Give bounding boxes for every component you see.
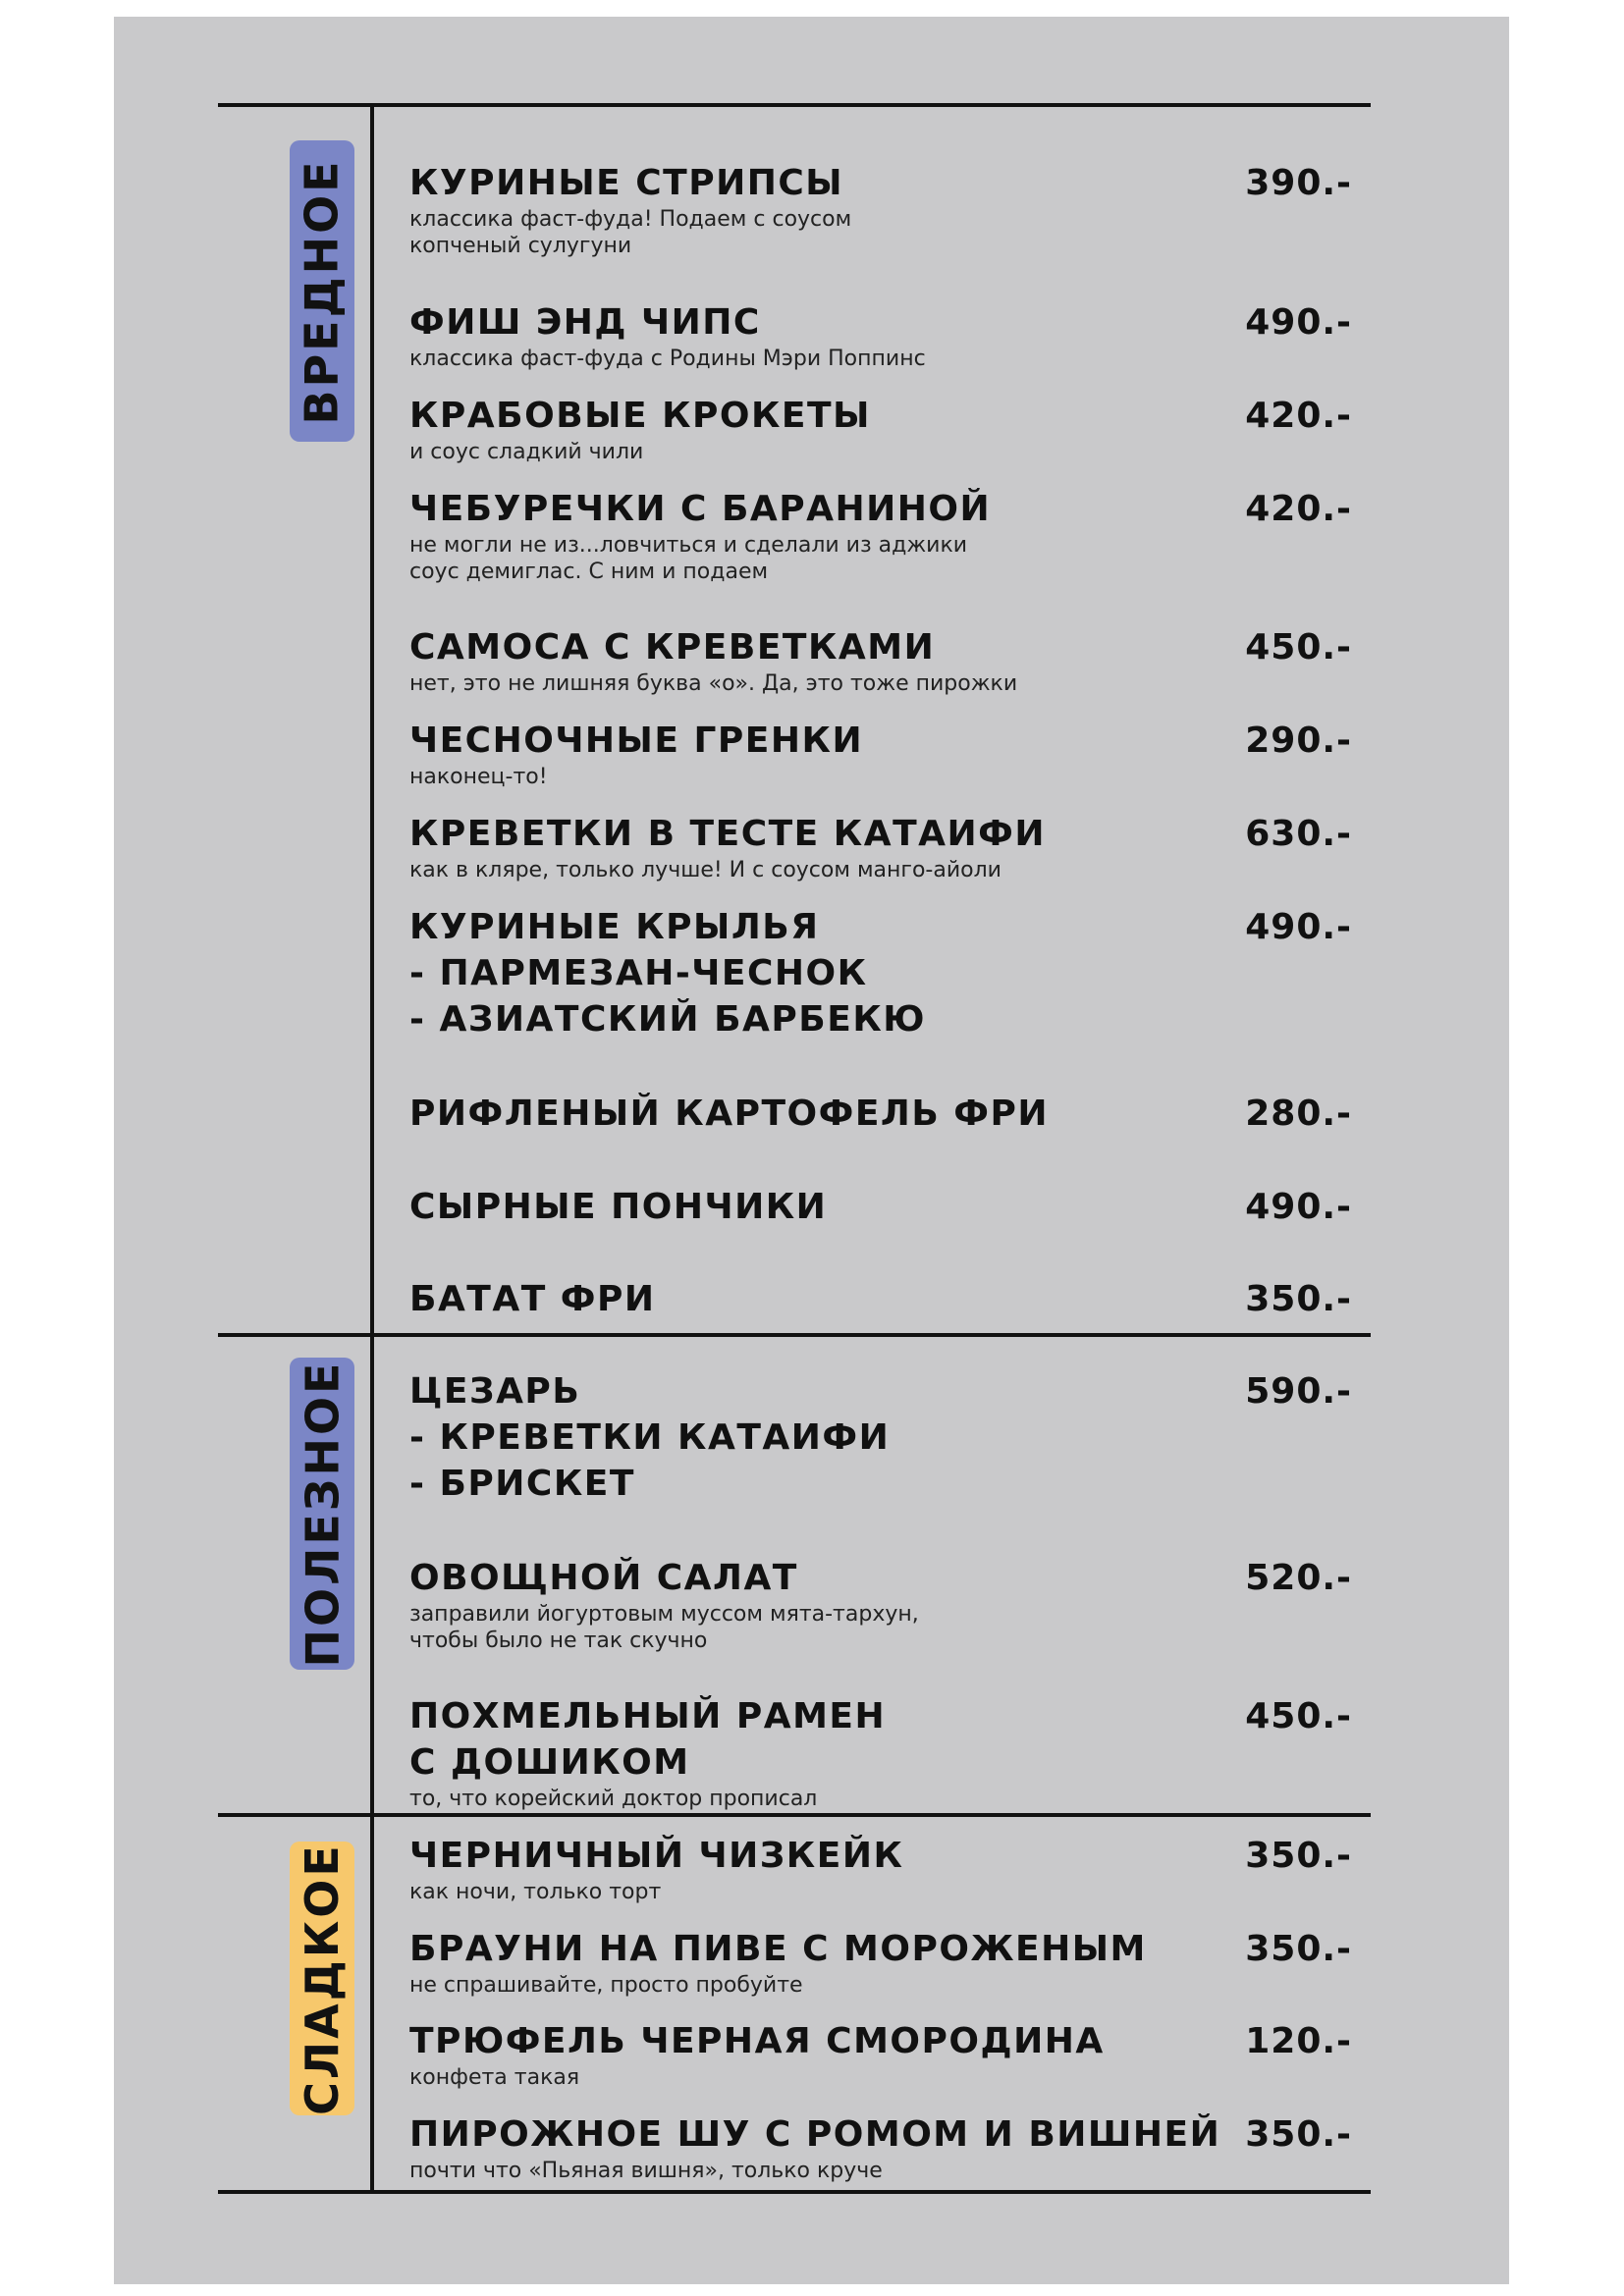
- menu-item: [409, 904, 1352, 1042]
- item-description: как ночи, только торт: [409, 1880, 662, 1904]
- menu-item: [409, 1555, 1352, 1654]
- item-price: 350.-: [1245, 2114, 1352, 2155]
- item-price: 490.-: [1245, 302, 1352, 343]
- item-name: ТРЮФЕЛЬ ЧЕРНАЯ СМОРОДИНА: [409, 2021, 1105, 2061]
- item-price: 590.-: [1245, 1371, 1352, 1412]
- item-name: САМОСА С КРЕВЕТКАМИ: [409, 627, 936, 667]
- item-name: ПИРОЖНОЕ ШУ С РОМОМ И ВИШНЕЙ: [409, 2114, 1221, 2155]
- item-name: КРЕВЕТКИ В ТЕСТЕ КАТАИФИ: [409, 814, 1046, 854]
- item-description: конфета такая: [409, 2065, 580, 2090]
- item-price: 450.-: [1245, 1696, 1352, 1736]
- section-tab-sladkoe: [290, 1842, 354, 2115]
- divider-vertical: [370, 103, 374, 2194]
- item-description: нет, это не лишняя буква «о». Да, это тоже пирожки: [409, 671, 1018, 696]
- item-price: 390.-: [1245, 163, 1352, 203]
- item-description: то, что корейский доктор прописал: [409, 1787, 818, 1811]
- item-description: классика фаст-фуда с Родины Мэри Поппинс: [409, 347, 926, 371]
- menu-item: [409, 1276, 1352, 1322]
- divider-vrednoe-poleznoe: [218, 1333, 1371, 1337]
- menu-item: [409, 811, 1352, 883]
- item-description: не могли не из...ловчиться и сделали из аджики соус демиглас. С ним и подаем: [409, 533, 968, 584]
- menu-item: [409, 393, 1352, 465]
- menu-item: [409, 718, 1352, 790]
- divider-poleznoe-sladkoe: [218, 1813, 1371, 1817]
- menu-item: [409, 624, 1352, 697]
- item-price: 280.-: [1245, 1094, 1352, 1134]
- item-price: 520.-: [1245, 1558, 1352, 1598]
- item-description: классика фаст-фуда! Подаем с соусом копченый сулугуни: [409, 207, 852, 258]
- menu-item: [409, 299, 1352, 372]
- item-price: 350.-: [1245, 1929, 1352, 1969]
- divider-bottom: [218, 2190, 1371, 2194]
- item-price: 350.-: [1245, 1836, 1352, 1876]
- item-price: 120.-: [1245, 2021, 1352, 2061]
- item-price: 450.-: [1245, 627, 1352, 667]
- item-description: не спрашивайте, просто пробуйте: [409, 1973, 803, 1998]
- item-name: ЧЕСНОЧНЫЕ ГРЕНКИ: [409, 721, 864, 761]
- item-name: КРАБОВЫЕ КРОКЕТЫ: [409, 396, 871, 436]
- item-name: СЫРНЫЕ ПОНЧИКИ: [409, 1187, 828, 1227]
- menu-item: [409, 1693, 1352, 1812]
- menu-item: [409, 2018, 1352, 2091]
- section-title-vrednoe: ВРЕДНОЕ: [296, 157, 350, 425]
- section-title-sladkoe: СЛАДКОЕ: [296, 1842, 350, 2115]
- item-price: 420.-: [1245, 489, 1352, 529]
- item-name: ЧЕБУРЕЧКИ С БАРАНИНОЙ: [409, 489, 992, 529]
- item-price: 490.-: [1245, 1187, 1352, 1227]
- item-price: 630.-: [1245, 814, 1352, 854]
- divider-top: [218, 103, 1371, 107]
- item-description: наконец-то!: [409, 765, 548, 789]
- section-tab-vrednoe: [290, 140, 354, 442]
- section-tab-poleznoe: [290, 1358, 354, 1670]
- item-name: БАТАТ ФРИ: [409, 1279, 656, 1319]
- item-name: ОВОЩНОЙ САЛАТ: [409, 1558, 798, 1598]
- item-name: ЧЕРНИЧНЫЙ ЧИЗКЕЙК: [409, 1836, 904, 1876]
- item-name: ПОХМЕЛЬНЫЙ РАМЕН С ДОШИКОМ: [409, 1696, 887, 1783]
- item-price: 490.-: [1245, 907, 1352, 947]
- item-description: и соус сладкий чили: [409, 440, 644, 464]
- item-name: КУРИНЫЕ СТРИПСЫ: [409, 163, 844, 203]
- menu-item: [409, 1833, 1352, 1905]
- section-title-poleznoe: ПОЛЕЗНОЕ: [296, 1360, 349, 1668]
- menu-item: [409, 1184, 1352, 1230]
- item-name: КУРИНЫЕ КРЫЛЬЯ - ПАРМЕЗАН-ЧЕСНОК - АЗИАТСКИЙ БАРБЕКЮ: [409, 907, 926, 1040]
- item-name: РИФЛЕНЫЙ КАРТОФЕЛЬ ФРИ: [409, 1094, 1050, 1134]
- item-name: ЦЕЗАРЬ - КРЕВЕТКИ КАТАИФИ - БРИСКЕТ: [409, 1371, 891, 1504]
- menu-item: [409, 486, 1352, 585]
- menu-item: [409, 160, 1352, 259]
- item-description: почти что «Пьяная вишня», только круче: [409, 2159, 883, 2183]
- menu-item: [409, 1368, 1352, 1507]
- item-name: ФИШ ЭНД ЧИПС: [409, 302, 761, 343]
- menu-item: [409, 2111, 1352, 2184]
- item-price: 420.-: [1245, 396, 1352, 436]
- menu-item: [409, 1091, 1352, 1137]
- menu-item: [409, 1926, 1352, 1999]
- item-description: как в кляре, только лучше! И с соусом манго-айоли: [409, 858, 1001, 882]
- item-price: 350.-: [1245, 1279, 1352, 1319]
- item-name: БРАУНИ НА ПИВЕ С МОРОЖЕНЫМ: [409, 1929, 1147, 1969]
- item-description: заправили йогуртовым муссом мята-тархун, чтобы было не так скучно: [409, 1602, 919, 1653]
- item-price: 290.-: [1245, 721, 1352, 761]
